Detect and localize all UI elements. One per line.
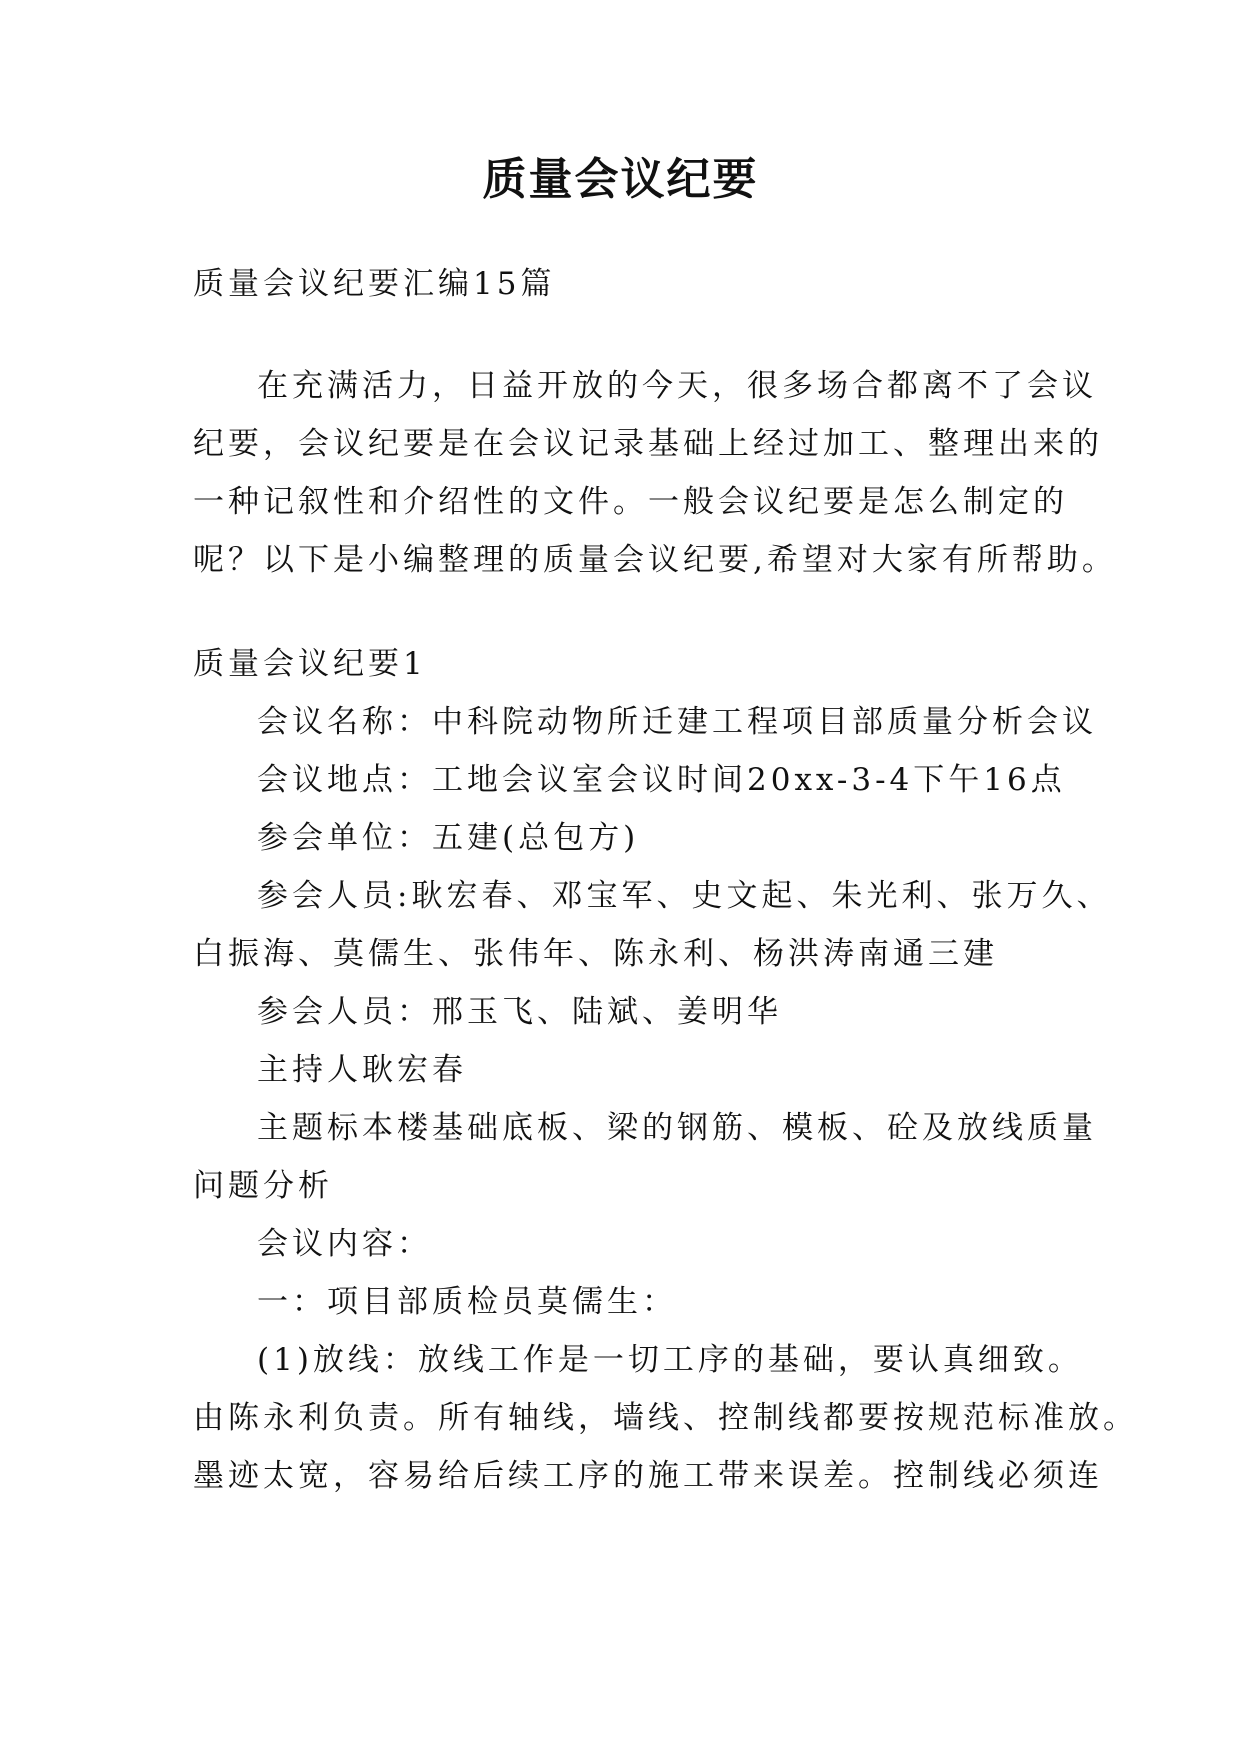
body-line: 问题分析 xyxy=(193,1168,333,1204)
body-line: 会议名称：中科院动物所迁建工程项目部质量分析会议 xyxy=(257,704,1097,740)
body-line: 会议内容： xyxy=(257,1226,432,1262)
body-line: 主题标本楼基础底板、梁的钢筋、模板、砼及放线质量 xyxy=(257,1110,1097,1146)
body-line: (1)放线：放线工作是一切工序的基础，要认真细致。 xyxy=(257,1342,1083,1378)
document-subtitle: 质量会议纪要汇编15篇 xyxy=(193,266,556,302)
body-line: 参会单位：五建(总包方) xyxy=(257,820,640,856)
body-line: 墨迹太宽，容易给后续工序的施工带来误差。控制线必须连 xyxy=(193,1458,1103,1494)
section-heading: 质量会议纪要1 xyxy=(193,646,427,682)
body-line: 一：项目部质检员莫儒生： xyxy=(257,1284,677,1320)
body-line: 参会人员:耿宏春、邓宝军、史文起、朱光利、张万久、 xyxy=(257,878,1112,914)
intro-line: 呢？以下是小编整理的质量会议纪要,希望对大家有所帮助。 xyxy=(193,542,1117,578)
body-line: 参会人员：邢玉飞、陆斌、姜明华 xyxy=(257,994,782,1030)
intro-line: 在充满活力，日益开放的今天，很多场合都离不了会议 xyxy=(257,368,1097,404)
intro-line: 纪要，会议纪要是在会议记录基础上经过加工、整理出来的 xyxy=(193,426,1103,462)
intro-line: 一种记叙性和介绍性的文件。一般会议纪要是怎么制定的 xyxy=(193,484,1068,520)
body-line: 白振海、莫儒生、张伟年、陈永利、杨洪涛南通三建 xyxy=(193,936,998,972)
body-line: 由陈永利负责。所有轴线，墙线、控制线都要按规范标准放。 xyxy=(193,1400,1138,1436)
document-title: 质量会议纪要 xyxy=(482,154,759,205)
body-line: 主持人耿宏春 xyxy=(257,1052,467,1088)
body-line: 会议地点：工地会议室会议时间20xx-3-4下午16点 xyxy=(257,762,1066,798)
